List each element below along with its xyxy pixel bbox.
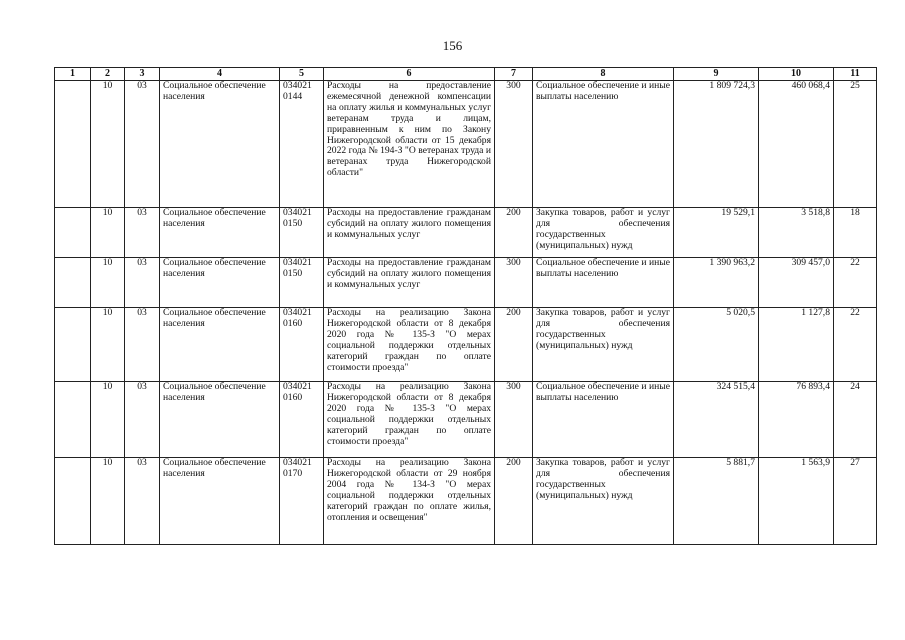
cell-percent-col11: 24 xyxy=(834,382,877,458)
column-header-8: 8 xyxy=(533,68,674,81)
column-header-2: 2 xyxy=(91,68,125,81)
cell-subsection: 03 xyxy=(125,81,160,208)
expense-type-text: Закупка товаров, работ и услуг для обеспечения государственных (муниципальных) нужд xyxy=(536,207,670,251)
cell-subsection: 03 xyxy=(125,458,160,545)
cell-section-name: Социальное обеспечение населения xyxy=(160,258,280,308)
cell-expense-type-name xyxy=(533,308,674,382)
cell-amount-col9: 1 390 963,2 xyxy=(674,258,759,308)
cell-section: 10 xyxy=(91,81,125,208)
column-header-1: 1 xyxy=(55,68,91,81)
expense-description-text: Расходы на реализацию Закона Нижегородской области от 8 декабря 2020 года № 135-З "О мерах социальной поддержки отдельных категорий граждан по оплате стоимости проезда" xyxy=(327,381,491,447)
cell-expense-description xyxy=(324,458,495,545)
cell-subsection: 03 xyxy=(125,382,160,458)
cell-target-code: 034021 0160 xyxy=(280,382,324,458)
cell-amount-col9: 5 881,7 xyxy=(674,458,759,545)
cell-expense-type-name xyxy=(533,81,674,208)
cell-col1 xyxy=(55,382,91,458)
cell-amount-col10: 460 068,4 xyxy=(759,81,834,208)
expense-description-text: Расходы на предоставление гражданам субсидий на оплату жилого помещения и коммунальных услуг xyxy=(327,207,491,240)
cell-section: 10 xyxy=(91,258,125,308)
cell-amount-col9: 324 515,4 xyxy=(674,382,759,458)
cell-col1 xyxy=(55,208,91,258)
cell-percent-col11: 27 xyxy=(834,458,877,545)
cell-expense-type-code: 200 xyxy=(495,458,533,545)
table-row xyxy=(55,458,877,545)
cell-col1 xyxy=(55,458,91,545)
cell-target-code: 034021 0160 xyxy=(280,308,324,382)
cell-col1 xyxy=(55,258,91,308)
cell-expense-description xyxy=(324,258,495,308)
expense-type-text: Социальное обеспечение и иные выплаты населению xyxy=(536,257,670,279)
cell-expense-type-name xyxy=(533,208,674,258)
cell-percent-col11: 25 xyxy=(834,81,877,208)
cell-percent-col11: 18 xyxy=(834,208,877,258)
cell-col1 xyxy=(55,81,91,208)
cell-expense-type-code: 300 xyxy=(495,81,533,208)
cell-section-name: Социальное обеспечение населения xyxy=(160,208,280,258)
cell-percent-col11: 22 xyxy=(834,308,877,382)
table-row xyxy=(55,308,877,382)
expense-type-text: Социальное обеспечение и иные выплаты населению xyxy=(536,80,670,102)
cell-amount-col9: 1 809 724,3 xyxy=(674,81,759,208)
cell-section: 10 xyxy=(91,382,125,458)
cell-target-code: 034021 0170 xyxy=(280,458,324,545)
cell-target-code: 034021 0150 xyxy=(280,208,324,258)
column-header-4: 4 xyxy=(160,68,280,81)
budget-table xyxy=(54,67,877,545)
cell-expense-type-name xyxy=(533,382,674,458)
cell-target-code: 034021 0144 xyxy=(280,81,324,208)
table-row xyxy=(55,208,877,258)
column-header-5: 5 xyxy=(280,68,324,81)
cell-amount-col9: 19 529,1 xyxy=(674,208,759,258)
cell-amount-col10: 1 127,8 xyxy=(759,308,834,382)
cell-col1 xyxy=(55,308,91,382)
page-number: 156 xyxy=(442,38,463,53)
cell-amount-col10: 3 518,8 xyxy=(759,208,834,258)
cell-section-name: Социальное обеспечение населения xyxy=(160,382,280,458)
cell-amount-col10: 309 457,0 xyxy=(759,258,834,308)
expense-type-text: Закупка товаров, работ и услуг для обеспечения государственных (муниципальных) нужд xyxy=(536,457,670,501)
column-header-6: 6 xyxy=(324,68,495,81)
expense-description-text: Расходы на предоставление ежемесячной денежной компенсации на оплату жилья и коммунальных услуг ветеранам труда и лицам, приравненным к ним по Закону Нижегородской области от 15 декабря 2022 года № 194-З "О ветеранах труда и ветеранах труда Нижегородской области" xyxy=(327,80,491,179)
table-row xyxy=(55,81,877,208)
header-row xyxy=(55,68,877,81)
cell-subsection: 03 xyxy=(125,208,160,258)
cell-section: 10 xyxy=(91,308,125,382)
cell-amount-col9: 5 020,5 xyxy=(674,308,759,382)
cell-expense-type-code: 200 xyxy=(495,308,533,382)
cell-subsection: 03 xyxy=(125,308,160,382)
cell-section-name: Социальное обеспечение населения xyxy=(160,308,280,382)
expense-description-text: Расходы на предоставление гражданам субсидий на оплату жилого помещения и коммунальных услуг xyxy=(327,257,491,290)
cell-section-name: Социальное обеспечение населения xyxy=(160,458,280,545)
cell-subsection: 03 xyxy=(125,258,160,308)
cell-expense-description xyxy=(324,382,495,458)
expense-description-text: Расходы на реализацию Закона Нижегородской области от 8 декабря 2020 года № 135-З "О мерах социальной поддержки отдельных категорий граждан по оплате стоимости проезда" xyxy=(327,307,491,373)
cell-amount-col10: 1 563,9 xyxy=(759,458,834,545)
column-header-10: 10 xyxy=(759,68,834,81)
column-header-7: 7 xyxy=(495,68,533,81)
column-header-9: 9 xyxy=(674,68,759,81)
cell-section: 10 xyxy=(91,458,125,545)
cell-expense-type-name xyxy=(533,458,674,545)
expense-description-text: Расходы на реализацию Закона Нижегородской области от 29 ноября 2004 года № 134-З "О мерах социальной поддержки отдельных категорий граждан по оплате жилья, отопления и освещения" xyxy=(327,457,491,523)
expense-type-text: Социальное обеспечение и иные выплаты населению xyxy=(536,381,670,403)
cell-amount-col10: 76 893,4 xyxy=(759,382,834,458)
table-row xyxy=(55,258,877,308)
table-row xyxy=(55,382,877,458)
cell-expense-description xyxy=(324,208,495,258)
expense-type-text: Закупка товаров, работ и услуг для обеспечения государственных (муниципальных) нужд xyxy=(536,307,670,351)
cell-expense-description xyxy=(324,308,495,382)
column-header-11: 11 xyxy=(834,68,877,81)
cell-expense-description xyxy=(324,81,495,208)
column-header-3: 3 xyxy=(125,68,160,81)
cell-target-code: 034021 0150 xyxy=(280,258,324,308)
cell-percent-col11: 22 xyxy=(834,258,877,308)
cell-expense-type-code: 300 xyxy=(495,258,533,308)
cell-section: 10 xyxy=(91,208,125,258)
cell-expense-type-name xyxy=(533,258,674,308)
cell-section-name: Социальное обеспечение населения xyxy=(160,81,280,208)
cell-expense-type-code: 200 xyxy=(495,208,533,258)
cell-expense-type-code: 300 xyxy=(495,382,533,458)
